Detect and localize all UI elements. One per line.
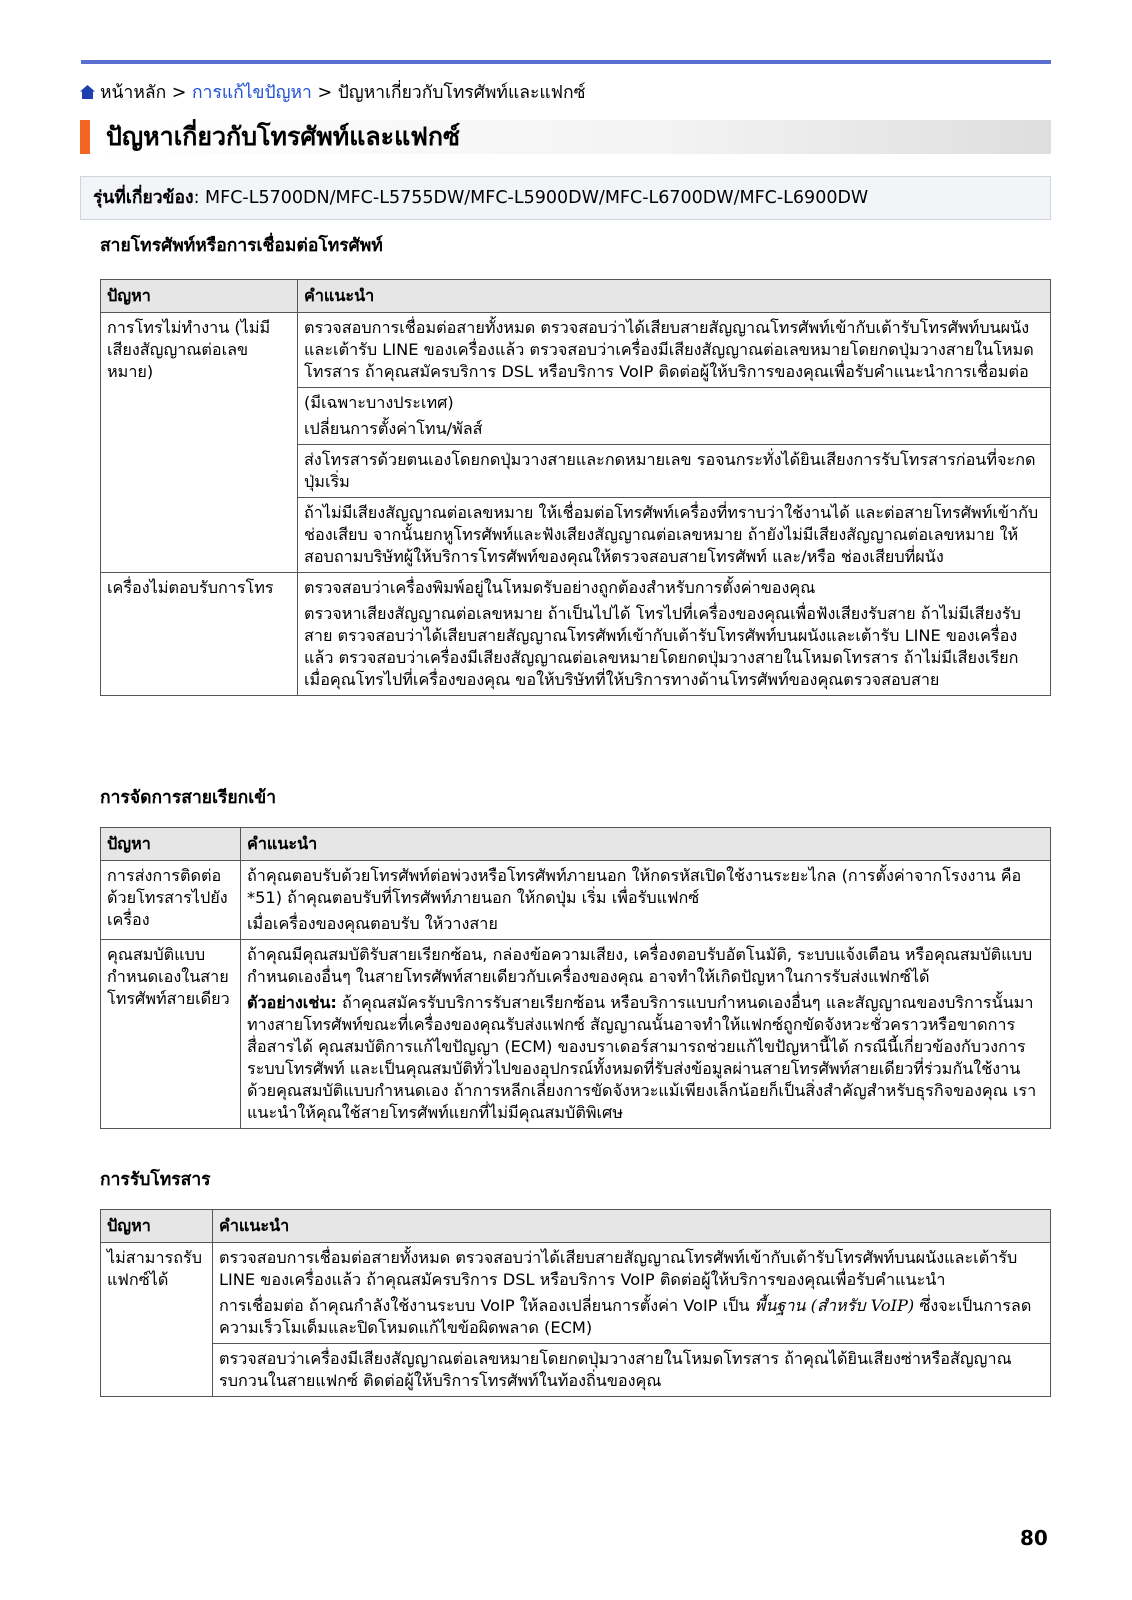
column-header-problem: ปัญหา	[101, 1210, 213, 1243]
section-heading-incoming-calls: การจัดการสายเรียกเข้า	[100, 788, 277, 808]
page-number: 80	[1020, 1526, 1048, 1550]
column-header-recommendation: คำแนะนำ	[241, 828, 1051, 861]
table-row	[101, 313, 1051, 388]
recommendation-text: เปลี่ยนการตั้งค่าโทน/พัลส์	[304, 419, 483, 438]
recommendation-cell	[298, 573, 1051, 696]
problem-cell: คุณสมบัติแบบกำหนดเองในสายโทรศัพท์สายเดียว	[101, 940, 241, 1129]
breadcrumb-link-troubleshooting[interactable]: การแก้ไขปัญหา	[192, 83, 312, 103]
table-row	[101, 1344, 1051, 1397]
recommendation-cell	[213, 1344, 1051, 1397]
table-header-row	[101, 280, 1051, 313]
recommendation-text: ตรวจสอบว่าเครื่องมีเสียงสัญญาณต่อเลขหมายโดยกดปุ่มวางสายในโหมดโทรสาร ถ้าคุณได้ยินเสียงซ่าหรือสัญญาณรบกวนในสายแฟกซ์ ติดต่อผู้ให้บริการโทรศัพท์ในท้องถิ่นของคุณ	[219, 1349, 1012, 1390]
recommendation-text: ตรวจสอบการเชื่อมต่อสายทั้งหมด ตรวจสอบว่าได้เสียบสายสัญญาณโทรศัพท์เข้ากับเต้ารับโทรศัพท์บนผนังและเต้ารับ LINE ของเครื่องแล้ว ถ้าคุณสมัครบริการ DSL หรือบริการ VoIP ติดต่อผู้ให้บริการของคุณเพื่อรับคำแนะนำ	[219, 1248, 1018, 1289]
column-header-problem: ปัญหา	[101, 280, 298, 313]
recommendation-cell	[241, 940, 1051, 1129]
recommendation-text: (มีเฉพาะบางประเทศ)	[304, 393, 454, 412]
table-header-row	[101, 828, 1051, 861]
column-header-recommendation: คำแนะนำ	[298, 280, 1051, 313]
related-models-value: MFC-L5700DN/MFC-L5755DW/MFC-L5900DW/MFC-L6700DW/MFC-L6900DW	[205, 188, 869, 208]
table-header-row	[101, 1210, 1051, 1243]
breadcrumb-home[interactable]: หน้าหลัก	[100, 83, 167, 103]
table-row	[101, 861, 1051, 940]
problem-cell: ไม่สามารถรับแฟกซ์ได้	[101, 1243, 213, 1397]
recommendation-text: ถ้าคุณตอบรับด้วยโทรศัพท์ต่อพ่วงหรือโทรศัพท์ภายนอก ให้กดรหัสเปิดใช้งานระยะไกล (การตั้งค่าจากโรงงาน คือ *51) ถ้าคุณตอบรับที่โทรศัพท์ภายนอก ให้กดปุ่ม เริ่ม เพื่อรับแฟกซ์	[247, 866, 1022, 907]
breadcrumb	[80, 80, 586, 106]
table-row	[101, 1243, 1051, 1344]
column-header-problem: ปัญหา	[101, 828, 241, 861]
breadcrumb-current: ปัญหาเกี่ยวกับโทรศัพท์และแฟกซ์	[337, 83, 586, 103]
recommendation-text: ถ้าคุณมีคุณสมบัติรับสายเรียกซ้อน, กล่องข้อความเสียง, เครื่องตอบรับอัตโนมัติ, ระบบแจ้งเตือน หรือคุณสมบัติแบบกำหนดเองอื่นๆ ในสายโทรศัพท์สายเดียวกับเครื่องของคุณ อาจทำให้เกิดปัญหาในการรับส่งแฟกซ์ได้	[247, 945, 1033, 986]
page-title: ปัญหาเกี่ยวกับโทรศัพท์และแฟกซ์	[106, 122, 461, 151]
recommendation-text	[219, 1295, 1044, 1339]
breadcrumb-separator: >	[317, 83, 333, 103]
recommendation-cell	[213, 1243, 1051, 1344]
recommendation-text: ตรวจสอบการเชื่อมต่อสายทั้งหมด ตรวจสอบว่าได้เสียบสายสัญญาณโทรศัพท์เข้ากับเต้ารับโทรศัพท์บนผนังและเต้ารับ LINE ของเครื่องแล้ว ตรวจสอบว่าเครื่องมีเสียงสัญญาณต่อเลขหมายโดยกดปุ่มวางสายในโหมดโทรสาร ถ้าคุณสมัครบริการ DSL หรือบริการ VoIP ติดต่อผู้ให้บริการของคุณเพื่อรับคำแนะนำการเชื่อมต่อ	[304, 318, 1034, 381]
recommendation-cell	[298, 498, 1051, 573]
problem-cell: การส่งการติดต่อด้วยโทรสารไปยังเครื่อง	[101, 861, 241, 940]
recommendation-cell	[298, 388, 1051, 445]
example-label: ตัวอย่างเช่น:	[247, 993, 337, 1012]
problem-cell: เครื่องไม่ตอบรับการโทร	[101, 573, 298, 696]
recommendation-cell	[298, 445, 1051, 498]
example-text: ถ้าคุณสมัครรับบริการรับสายเรียกซ้อน หรือบริการแบบกำหนดเองอื่นๆ และสัญญาณของบริการนั้นมาทางสายโทรศัพท์ขณะที่เครื่องของคุณรับส่งแฟกซ์ สัญญาณนั้นอาจทำให้แฟกซ์ถูกขัดจังหวะชั่วคราวหรือขาดการสื่อสารได้ คุณสมบัติการแก้ไขปัญญา (ECM) ของบราเดอร์สามารถช่วยแก้ไขปัญหานี้ได้ กรณีนี้เกี่ยวข้องกับวงการระบบโทรศัพท์ และเป็นคุณสมบัติทั่วไปของอุปกรณ์ทั้งหมดที่รับส่งข้อมูลผ่านสายโทรศัพท์สายเดียวที่ร่วมกันใช้งานด้วยคุณสมบัติแบบกำหนดเอง ถ้าการหลีกเลี่ยงการขัดจังหวะแม้เพียงเล็กน้อยก็เป็นสิ่งสำคัญสำหรับธุรกิจของคุณ เราแนะนำให้คุณใช้สายโทรศัพท์แยกที่ไม่มีคุณสมบัติพิเศษ	[247, 993, 1037, 1122]
related-models-label: รุ่นที่เกี่ยวข้อง	[93, 188, 194, 208]
table-row	[101, 573, 1051, 696]
page-title-bar	[80, 120, 1051, 154]
table-phone-line	[100, 279, 1051, 696]
breadcrumb-separator: >	[171, 83, 187, 103]
problem-cell: การโทรไม่ทำงาน (ไม่มีเสียงสัญญาณต่อเลขหมาย)	[101, 313, 298, 573]
recommendation-text: ส่งโทรสารด้วยตนเองโดยกดปุ่มวางสายและกดหมายเลข รอจนกระทั่งได้ยินเสียงการรับโทรสารก่อนที่จะกดปุ่มเริ่ม	[304, 450, 1036, 491]
recommendation-text: ตรวจหาเสียงสัญญาณต่อเลขหมาย ถ้าเป็นไปได้ โทรไปที่เครื่องของคุณเพื่อฟังเสียงรับสาย ถ้าไม่มีเสียงรับสาย ตรวจสอบว่าได้เสียบสายสัญญาณโทรศัพท์เข้ากับเต้ารับโทรศัพท์บนผนังและเต้ารับ LINE ของเครื่องแล้ว ตรวจสอบว่าเครื่องมีเสียงสัญญาณต่อเลขหมายโดยกดปุ่มวางสายในโหมดโทรสาร ถ้าไม่มีเสียงเรียกเมื่อคุณโทรไปที่เครื่องของคุณ ขอให้บริษัทที่ให้บริการทางด้านโทรศัพท์ของคุณตรวจสอบสาย	[304, 604, 1021, 689]
recommendation-text	[247, 992, 1044, 1124]
table-row	[101, 940, 1051, 1129]
home-icon[interactable]	[80, 85, 95, 99]
related-models-box: รุ่นที่เกี่ยวข้อง: MFC-L5700DN/MFC-L5755DW/MFC-L5900DW/MFC-L6700DW/MFC-L6900DW	[80, 176, 1051, 220]
voip-setting-name: พื้นฐาน (สำหรับ VoIP)	[754, 1296, 915, 1315]
recommendation-text: ถ้าไม่มีเสียงสัญญาณต่อเลขหมาย ให้เชื่อมต่อโทรศัพท์เครื่องที่ทราบว่าใช้งานได้ และต่อสายโทรศัพท์เข้ากับ ช่องเสียบ จากนั้นยกหูโทรศัพท์และฟังเสียงสัญญาณต่อเลขหมาย ถ้ายังไม่มีเสียงสัญญาณต่อเลขหมาย ให้สอบถามบริษัทผู้ให้บริการโทรศัพท์ของคุณให้ตรวจสอบสายโทรศัพท์ และ/หรือ ช่องเสียบที่ผนัง	[304, 503, 1039, 566]
top-rule	[81, 60, 1051, 64]
voip-text-pre: การเชื่อมต่อ ถ้าคุณกำลังใช้งานระบบ VoIP ให้ลองเปลี่ยนการตั้งค่า VoIP เป็น	[219, 1296, 755, 1315]
section-heading-receiving-fax: การรับโทรสาร	[100, 1170, 211, 1190]
voip-text-post: ซึ่งจะเป็นการลดความเร็วโมเด็มและปิดโหมดแก้ไขข้อผิดพลาด (ECM)	[219, 1296, 1032, 1337]
recommendation-text: เมื่อเครื่องของคุณตอบรับ ให้วางสาย	[247, 914, 498, 933]
table-incoming-calls	[100, 827, 1051, 1129]
recommendation-cell	[298, 313, 1051, 388]
recommendation-cell	[241, 861, 1051, 940]
section-heading-phone-line: สายโทรศัพท์หรือการเชื่อมต่อโทรศัพท์	[100, 236, 383, 256]
table-receiving-fax	[100, 1209, 1051, 1397]
recommendation-text: ตรวจสอบว่าเครื่องพิมพ์อยู่ในโหมดรับอย่างถูกต้องสำหรับการตั้งค่าของคุณ	[304, 578, 816, 597]
column-header-recommendation: คำแนะนำ	[213, 1210, 1051, 1243]
